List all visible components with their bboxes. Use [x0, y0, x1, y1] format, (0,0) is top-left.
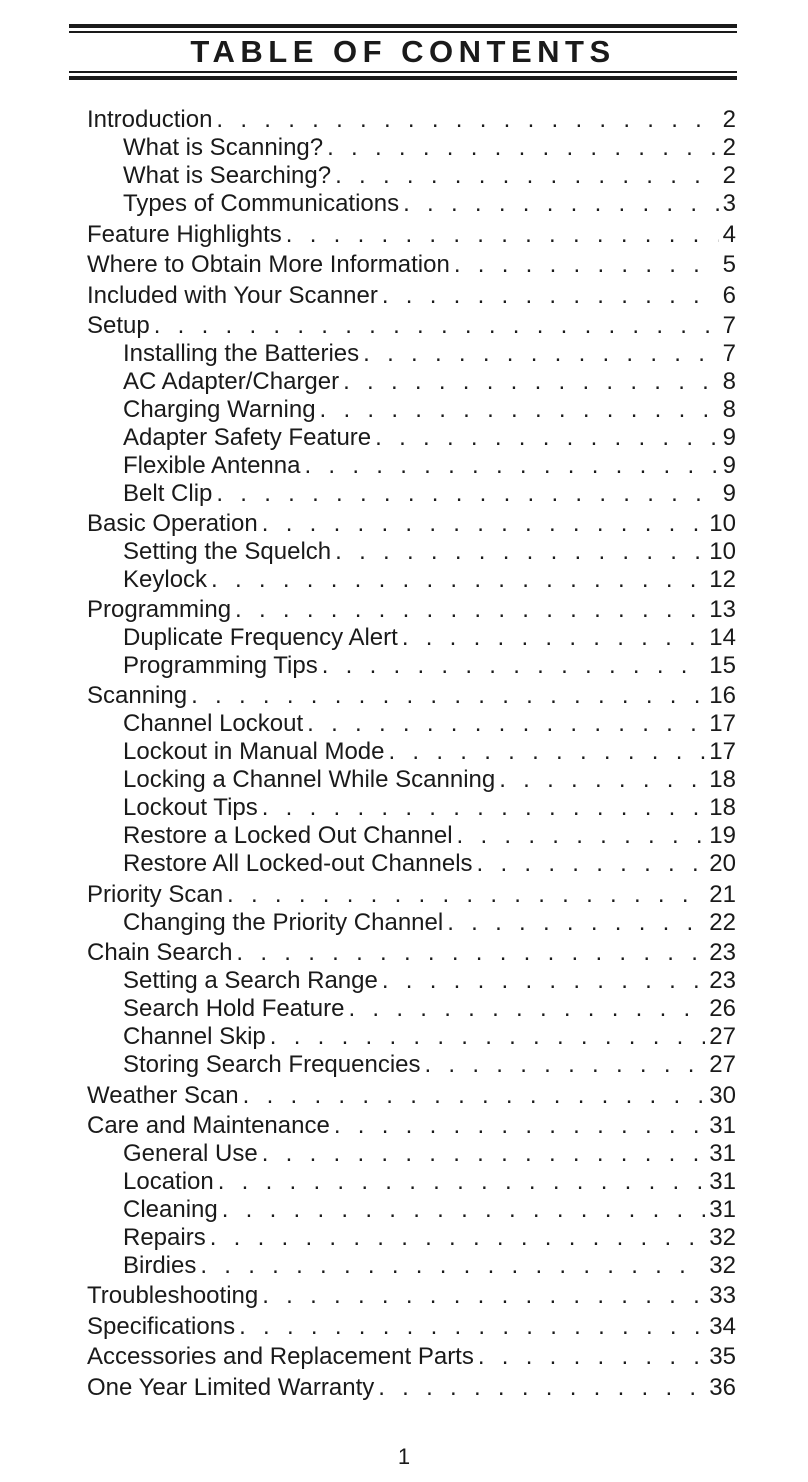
page-number: 1	[397, 1444, 411, 1469]
toc-entry-page: 2	[722, 106, 736, 133]
toc-subentry	[123, 994, 736, 1024]
toc-entry-page: 10	[709, 510, 736, 537]
toc-entry-page: 2	[722, 134, 736, 161]
toc-entry-page: 36	[709, 1374, 736, 1401]
toc-entry-page: 23	[709, 939, 736, 966]
toc-entry-label: Duplicate Frequency Alert	[123, 624, 398, 651]
toc-entry-label: What is Scanning?	[123, 134, 324, 161]
top-rule-thin	[69, 31, 737, 33]
dot-leader	[389, 737, 706, 767]
toc-entry-label: Birdies	[123, 1252, 197, 1279]
toc-entry-page: 20	[709, 850, 736, 877]
toc-entry-label: Adapter Safety Feature	[123, 424, 372, 451]
toc-entry-label: Repairs	[123, 1224, 206, 1251]
toc-entry-page: 9	[722, 424, 736, 451]
dot-leader	[262, 793, 706, 823]
page-title: TABLE OF CONTENTS	[190, 34, 616, 69]
bottom-rule-thin	[69, 71, 737, 73]
toc-subentry	[123, 1050, 736, 1080]
dot-leader	[262, 1281, 705, 1311]
dot-leader	[216, 479, 718, 509]
dot-leader	[425, 1050, 706, 1080]
toc-entry-label: Programming	[87, 596, 232, 623]
toc-entry	[87, 1111, 736, 1141]
toc-entry-label: One Year Limited Warranty	[87, 1374, 375, 1401]
dot-leader	[499, 765, 705, 795]
toc-subentry	[123, 849, 736, 879]
toc-entry	[87, 1081, 736, 1111]
dot-leader	[322, 651, 706, 681]
toc-entry-label: Restore a Locked Out Channel	[123, 822, 453, 849]
toc-entry	[87, 250, 736, 280]
toc-entry-label: Priority Scan	[87, 881, 224, 908]
toc-entry-label: Feature Highlights	[87, 221, 282, 248]
dot-leader	[304, 451, 718, 481]
toc-subentry	[123, 651, 736, 681]
toc-entry-label: Care and Maintenance	[87, 1112, 330, 1139]
toc-subentry	[123, 339, 736, 369]
dot-leader	[382, 966, 705, 996]
toc-entry-label: Locking a Channel While Scanning	[123, 766, 496, 793]
toc-entry-label: Chain Search	[87, 939, 233, 966]
dot-leader	[375, 423, 718, 453]
toc-entry-label: Location	[123, 1168, 214, 1195]
toc-subentry	[123, 737, 736, 767]
dot-leader	[477, 849, 706, 879]
toc-entry	[87, 1342, 736, 1372]
toc-entry-page: 9	[722, 452, 736, 479]
toc-entry-label: Changing the Priority Channel	[123, 909, 444, 936]
toc-subentry	[123, 1167, 736, 1197]
toc-entry-page: 21	[709, 881, 736, 908]
toc-subentry	[123, 966, 736, 996]
toc-subentry	[123, 133, 736, 163]
toc-subentry	[123, 1251, 736, 1281]
dot-leader	[335, 161, 719, 191]
toc-entry-label: General Use	[123, 1140, 258, 1167]
toc-subentry	[123, 821, 736, 851]
dot-leader	[227, 880, 705, 910]
toc-entry-label: Flexible Antenna	[123, 452, 301, 479]
dot-leader	[447, 908, 705, 938]
toc-entry-page: 7	[722, 340, 736, 367]
dot-leader	[236, 938, 705, 968]
toc-entry-page: 30	[709, 1082, 736, 1109]
toc-entry	[87, 220, 736, 250]
toc-entry-page: 33	[709, 1282, 736, 1309]
dot-leader	[222, 1195, 706, 1225]
toc-entry-page: 18	[709, 794, 736, 821]
toc-entry-page: 17	[709, 738, 736, 765]
toc-subentry	[123, 189, 736, 219]
toc-entry	[87, 1312, 736, 1342]
toc-subentry	[123, 623, 736, 653]
dot-leader	[403, 189, 719, 219]
toc-entry-page: 6	[722, 282, 736, 309]
toc-entry-label: What is Searching?	[123, 162, 332, 189]
toc-entry-label: Search Hold Feature	[123, 995, 345, 1022]
toc-entry-label: Accessories and Replacement Parts	[87, 1343, 474, 1370]
toc-entry	[87, 1373, 736, 1403]
toc-entry-page: 15	[709, 652, 736, 679]
toc-entry	[87, 509, 736, 539]
top-rule-thick	[69, 24, 737, 28]
toc-subentry	[123, 765, 736, 795]
dot-leader	[211, 565, 705, 595]
dot-leader	[348, 994, 705, 1024]
toc-entry-label: Included with Your Scanner	[87, 282, 378, 309]
dot-leader	[154, 311, 719, 341]
toc-entry	[87, 311, 736, 341]
toc-entry	[87, 281, 736, 311]
toc-entry-page: 9	[722, 480, 736, 507]
toc-entry-page: 35	[709, 1343, 736, 1370]
toc-subentry	[123, 367, 736, 397]
dot-leader	[286, 220, 719, 250]
toc-subentry	[123, 479, 736, 509]
dot-leader	[454, 250, 719, 280]
dot-leader	[216, 105, 718, 135]
toc-entry	[87, 1281, 736, 1311]
dot-leader	[478, 1342, 705, 1372]
toc-entry-label: Charging Warning	[123, 396, 316, 423]
dot-leader	[334, 1111, 705, 1141]
toc-entry	[87, 681, 736, 711]
dot-leader	[262, 509, 706, 539]
toc-entry-label: Restore All Locked-out Channels	[123, 850, 473, 877]
toc-subentry	[123, 451, 736, 481]
toc-entry-page: 31	[709, 1140, 736, 1167]
toc-entry-page: 5	[722, 251, 736, 278]
dot-leader	[262, 1139, 706, 1169]
toc-entry-label: Types of Communications	[123, 190, 400, 217]
toc-entry-page: 19	[709, 822, 736, 849]
dot-leader	[200, 1251, 705, 1281]
dot-leader	[320, 395, 719, 425]
toc-entry-page: 32	[709, 1224, 736, 1251]
dot-leader	[378, 1373, 705, 1403]
toc-entry-page: 22	[709, 909, 736, 936]
toc-subentry	[123, 908, 736, 938]
toc-entry-label: Programming Tips	[123, 652, 318, 679]
bottom-rule-thick	[69, 76, 737, 80]
dot-leader	[343, 367, 719, 397]
toc-entry	[87, 938, 736, 968]
toc-entry-page: 17	[709, 710, 736, 737]
toc-subentry	[123, 395, 736, 425]
toc-entry-label: Troubleshooting	[87, 1282, 259, 1309]
toc-entry	[87, 105, 736, 135]
dot-leader	[218, 1167, 706, 1197]
toc-entry-page: 4	[722, 221, 736, 248]
toc-entry-label: Belt Clip	[123, 480, 213, 507]
toc-header	[69, 24, 737, 82]
toc-entry-label: Weather Scan	[87, 1082, 239, 1109]
toc-entry-label: Setting a Search Range	[123, 967, 378, 994]
toc-entry-page: 31	[709, 1196, 736, 1223]
toc-entry-label: Scanning	[87, 682, 188, 709]
toc-subentry	[123, 1195, 736, 1225]
toc-entry-page: 23	[709, 967, 736, 994]
toc-entry-page: 12	[709, 566, 736, 593]
dot-leader	[402, 623, 705, 653]
toc-entry-label: AC Adapter/Charger	[123, 368, 340, 395]
toc-subentry	[123, 565, 736, 595]
toc-entry-label: Keylock	[123, 566, 208, 593]
toc-entry-page: 34	[709, 1313, 736, 1340]
toc-entry-page: 8	[722, 396, 736, 423]
toc-entry-label: Introduction	[87, 106, 213, 133]
toc-entry-label: Channel Lockout	[123, 710, 304, 737]
toc-entry-page: 7	[722, 312, 736, 339]
toc-entry-page: 26	[709, 995, 736, 1022]
toc-subentry	[123, 1223, 736, 1253]
toc-entry-page: 32	[709, 1252, 736, 1279]
toc-entry-page: 2	[722, 162, 736, 189]
toc-entry-page: 3	[722, 190, 736, 217]
toc-subentry	[123, 709, 736, 739]
dot-leader	[235, 595, 705, 625]
toc-entry-page: 10	[709, 538, 736, 565]
toc-entry-label: Lockout in Manual Mode	[123, 738, 385, 765]
dot-leader	[191, 681, 705, 711]
toc-entry-label: Basic Operation	[87, 510, 258, 537]
toc-entry-label: Lockout Tips	[123, 794, 258, 821]
toc-entry-page: 18	[709, 766, 736, 793]
toc-entry-page: 31	[709, 1168, 736, 1195]
toc-entry-label: Where to Obtain More Information	[87, 251, 450, 278]
dot-leader	[210, 1223, 706, 1253]
toc-entry-label: Channel Skip	[123, 1023, 266, 1050]
dot-leader	[335, 537, 705, 567]
toc-entry-label: Setting the Squelch	[123, 538, 332, 565]
toc-subentry	[123, 161, 736, 191]
toc-subentry	[123, 1139, 736, 1169]
toc-entry-page: 27	[709, 1023, 736, 1050]
toc-entry-page: 14	[709, 624, 736, 651]
toc-entry-label: Cleaning	[123, 1196, 218, 1223]
toc-entry-label: Storing Search Frequencies	[123, 1051, 421, 1078]
toc-entry-page: 13	[709, 596, 736, 623]
toc-subentry	[123, 423, 736, 453]
toc-entry	[87, 880, 736, 910]
toc-entry-page: 31	[709, 1112, 736, 1139]
dot-leader	[457, 821, 706, 851]
toc-entry-label: Installing the Batteries	[123, 340, 360, 367]
toc-subentry	[123, 1022, 736, 1052]
dot-leader	[327, 133, 719, 163]
dot-leader	[382, 281, 719, 311]
toc-entry-label: Setup	[87, 312, 150, 339]
dot-leader	[307, 709, 705, 739]
toc-entry-page: 27	[709, 1051, 736, 1078]
toc-entry-label: Specifications	[87, 1313, 236, 1340]
dot-leader	[239, 1312, 705, 1342]
dot-leader	[243, 1081, 706, 1111]
dot-leader	[363, 339, 719, 369]
toc-subentry	[123, 793, 736, 823]
toc-subentry	[123, 537, 736, 567]
toc-entry-page: 8	[722, 368, 736, 395]
dot-leader	[270, 1022, 706, 1052]
toc-entry-page: 16	[709, 682, 736, 709]
toc-entry	[87, 595, 736, 625]
